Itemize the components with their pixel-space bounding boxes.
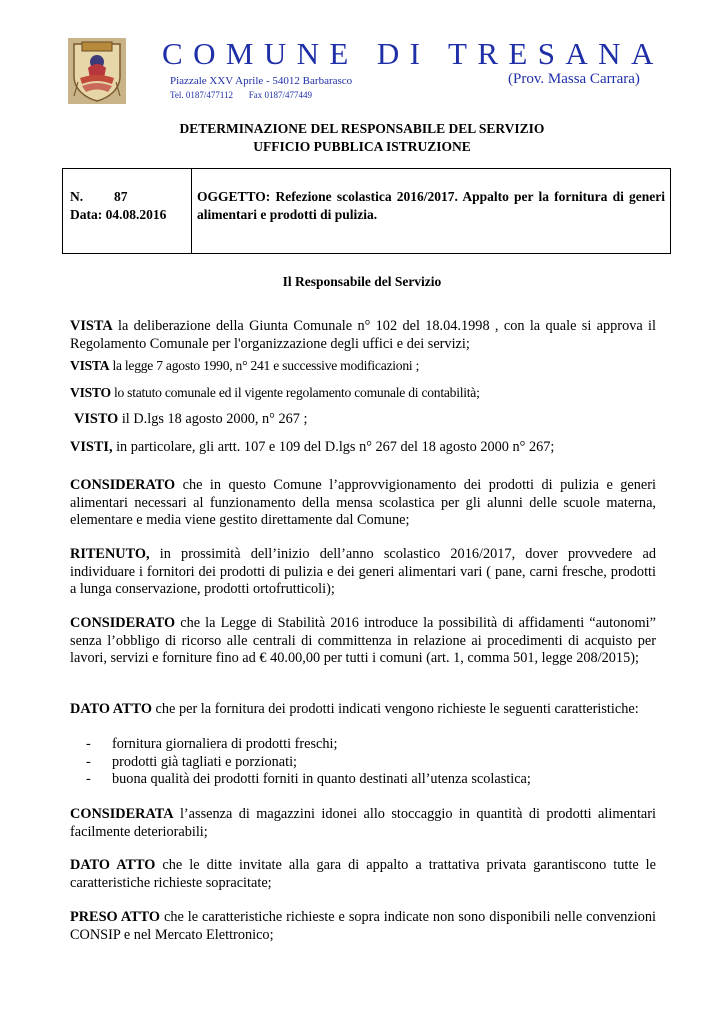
record-box bbox=[62, 168, 671, 254]
contact-line bbox=[170, 90, 312, 100]
paragraph: CONSIDERATO che la Legge di Stabilità 2016 introduce la possibilità di affidamenti “autonomi” senza l’obbligo di ricorso alle centrali di committenza in relazione ai procedimenti di acquisto per lavori, servizi e forniture fino ad € 40.00,00 per tutti i comuni (art. 1, comma 501, legge 208/2015); bbox=[70, 615, 656, 666]
paragraph: CONSIDERATO che in questo Comune l’approvvigionamento dei prodotti di pulizia e generi alimentari necessari al funzionamento della mensa scolastica per gli alunni delle scuole materna, elementare e media viene gestito direttamente dal Comune; bbox=[70, 477, 656, 528]
paragraph: VISTI, in particolare, gli artt. 107 e 109 del D.lgs n° 267 del 18 agosto 2000 n° 267; bbox=[70, 439, 555, 455]
list-item: - fornitura giornaliera di prodotti freschi; bbox=[86, 736, 338, 752]
fax-number: Fax 0187/477449 bbox=[248, 90, 313, 100]
list-item: - buona qualità dei prodotti forniti in quanto destinati all’utenza scolastica; bbox=[86, 771, 531, 787]
paragraph: VISTA la deliberazione della Giunta Comunale n° 102 del 18.04.1998 , con la quale si approva il Regolamento Comunale per l'organizzazione degli uffici e dei servizi; bbox=[70, 318, 656, 352]
paragraph: DATO ATTO che le ditte invitate alla gara di appalto a trattativa privata garantiscono tutte le caratteristiche richieste sopracitate; bbox=[70, 857, 656, 891]
date-label: Data: bbox=[70, 207, 103, 222]
record-subject: OGGETTO: Refezione scolastica 2016/2017. Appalto per la fornitura di generi alimentari e prodotti di pulizia. bbox=[197, 189, 665, 222]
municipality-title: COMUNE DI TRESANA bbox=[162, 36, 664, 71]
province-label: (Prov. Massa Carrara) bbox=[508, 71, 640, 87]
determination-heading: DETERMINAZIONE DEL RESPONSABILE DEL SERVIZIO bbox=[179, 121, 545, 136]
municipal-crest-icon bbox=[68, 38, 126, 104]
paragraph: PRESO ATTO che le caratteristiche richieste e sopra indicate non sono disponibili nelle convenzioni CONSIP e nel Mercato Elettronico; bbox=[70, 909, 657, 943]
paragraph: VISTA la legge 7 agosto 1990, n° 241 e successive modificazioni ; bbox=[70, 358, 420, 373]
municipality-address: Piazzale XXV Aprile - 54012 Barbarasco bbox=[170, 75, 353, 87]
record-meta bbox=[70, 188, 166, 224]
list-item: - prodotti già tagliati e porzionati; bbox=[86, 753, 298, 770]
box-divider bbox=[191, 169, 192, 253]
paragraph: VISTO lo statuto comunale ed il vigente regolamento comunale di contabilità; bbox=[70, 385, 480, 400]
requirements-list bbox=[86, 736, 531, 789]
office-heading: UFFICIO PUBBLICA ISTRUZIONE bbox=[253, 139, 471, 154]
section-subtitle: Il Responsabile del Servizio bbox=[282, 274, 442, 289]
paragraph: CONSIDERATA l’assenza di magazzini idonei allo stoccaggio in quantità di prodotti alimentari facilmente deteriorabili; bbox=[70, 806, 656, 840]
paragraph: DATO ATTO che per la fornitura dei prodotti indicati vengono richieste le seguenti caratteristiche: bbox=[70, 701, 639, 717]
phone-number: Tel. 0187/477112 bbox=[170, 90, 234, 100]
paragraph: RITENUTO, in prossimità dell’inizio dell’anno scolastico 2016/2017, dover provvedere ad individuare i fornitori dei prodotti di pulizia e dei generi alimentari vari ( pane, carni fresche, prodotti a lunga conservazione, prodotti ortofrutticoli); bbox=[70, 546, 656, 597]
record-date: 04.08.2016 bbox=[105, 207, 167, 222]
paragraph: VISTO il D.lgs 18 agosto 2000, n° 267 ; bbox=[74, 411, 308, 427]
number-label: N. bbox=[70, 189, 84, 204]
record-number: 87 bbox=[114, 189, 128, 204]
